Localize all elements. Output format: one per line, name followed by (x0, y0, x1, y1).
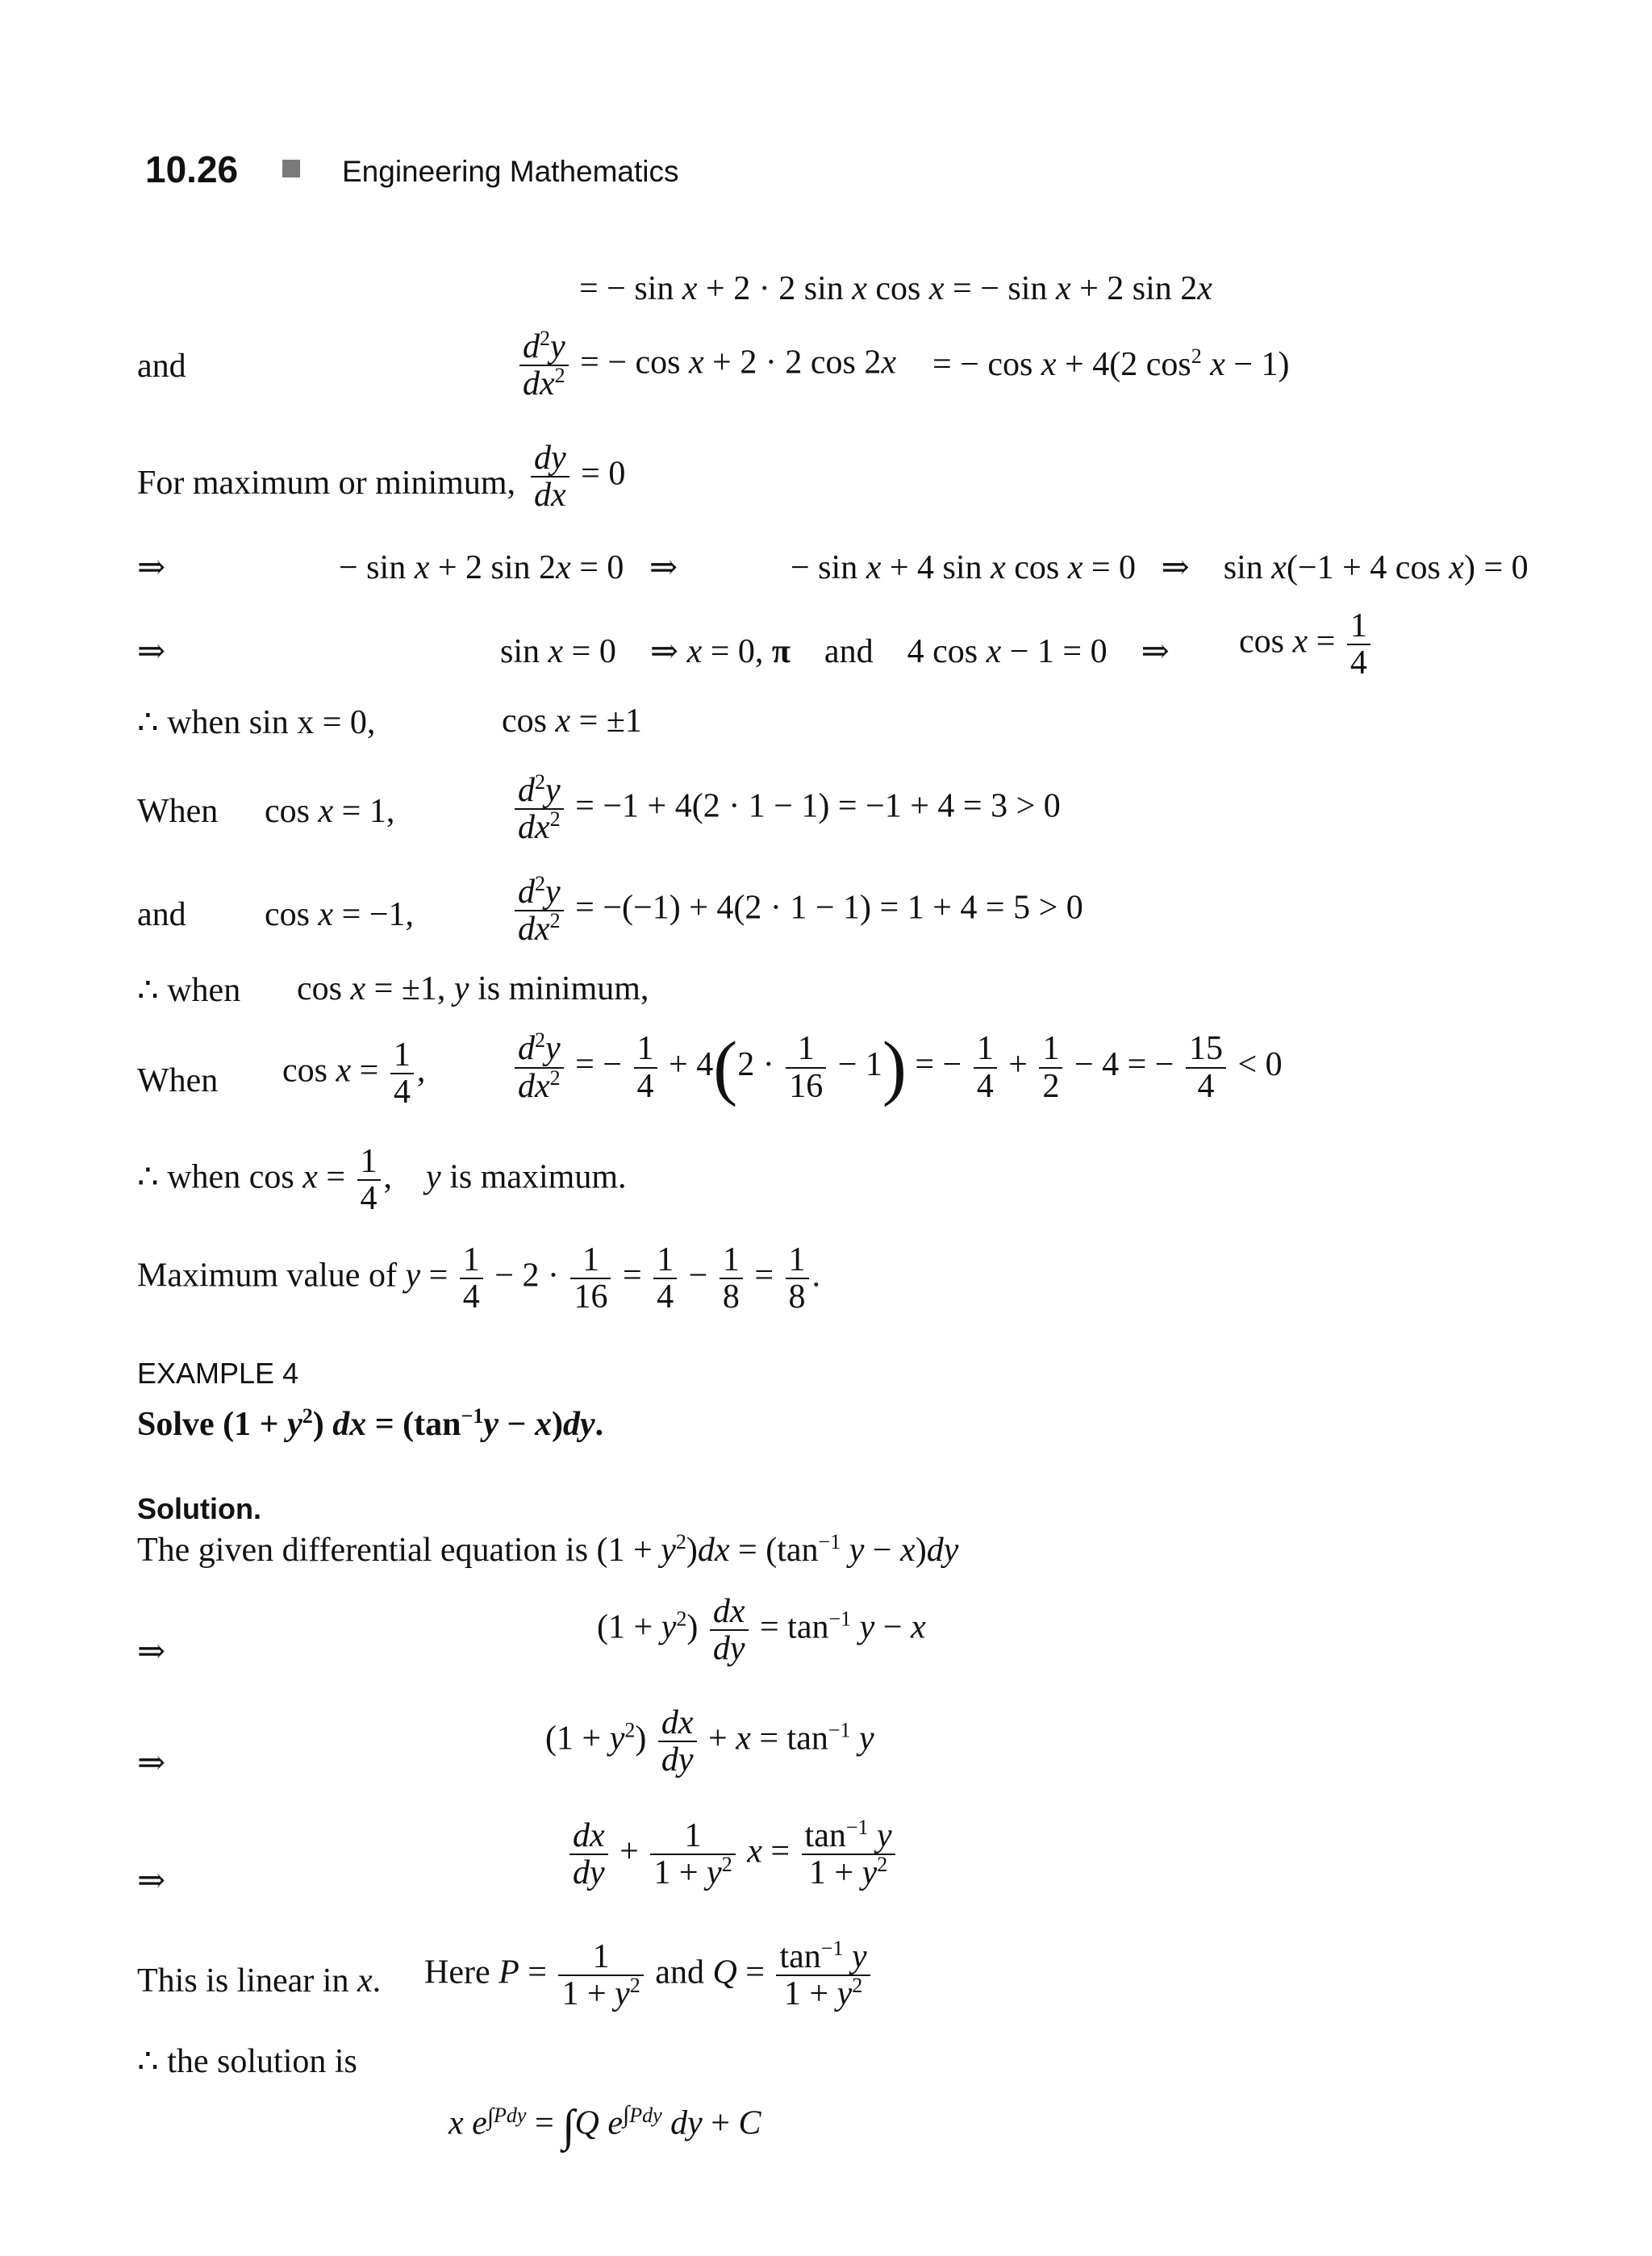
therefore-when-1: ∴ when (137, 972, 241, 1009)
second-derivative-eq: $\frac{d^2y}{dx^2}$ = − cos x + 2 · 2 cos 2x (516, 329, 896, 402)
label-and-1: and (137, 348, 186, 385)
implies-eq-2: − sin x + 4 sin x cos x = 0 ⇒ sin x(−1 + 4 cos x) = 0 (791, 549, 1529, 586)
cos-pm-1-min: cos x = ±1, y is minimum, (297, 970, 649, 1007)
cos-pm-one: cos x = ±1 (502, 703, 642, 740)
cos-quarter: cos x = $\frac{1}{4}$ (1239, 608, 1374, 681)
cos-eq-1: cos x = 1, (265, 793, 395, 830)
maximum-value-eq: Maximum value of y = $\frac{1}{4}$ − 2 · $\frac{1}{16}$ = $\frac{1}{4}$ − $\frac{1}{8}$ = $\frac{1}{8}$ . (137, 1241, 821, 1316)
when-2: When (137, 1062, 219, 1099)
equation-line-1: = − sin x + 2 · 2 sin x cos x = − sin x + 2 sin 2x (579, 270, 1212, 307)
book-title: Engineering Mathematics (342, 155, 679, 188)
implies-3: ⇒ (137, 1633, 166, 1670)
solution-intro-text: The given differential equation is (137, 1532, 589, 1569)
example-problem-prefix: Solve (137, 1406, 215, 1443)
general-solution: x $e^{\int Pdy} = \int Q$ $e^{\int Pdy}$ dy + C (448, 2100, 761, 2151)
for-max-min-label: For maximum or minimum, (137, 465, 515, 502)
linear-in-x-label: This is linear in x. (137, 1962, 382, 2000)
the-solution-is: ∴ the solution is (137, 2043, 357, 2080)
roots-eq: sin x = 0 ⇒ x = 0, π and 4 cos x − 1 = 0 ⇒ (500, 633, 1170, 670)
second-deriv-cos-1: $\frac{d^2y}{dx^2}$ = −1 + 4(2 · 1 − 1) = −1 + 4 = 3 > 0 (511, 773, 1061, 845)
ode-form-3: $\frac{dx}{dy}$ + $\frac{1}{1 + y^2}$ x = $\frac{\tan^{-1} y}{1 + y^2}$ (566, 1818, 899, 1891)
dy-dx-zero: $\frac{dy}{dx}$ = 0 (528, 440, 625, 513)
second-deriv-cos-minus-1: $\frac{d^2y}{dx^2}$ = −(−1) + 4(2 · 1 − 1) = 1 + 4 = 5 > 0 (511, 874, 1083, 947)
therefore-when-cos-quarter: ∴ when cos x = $\frac{1}{4}$ , y is maximum. (137, 1143, 627, 1218)
ode-form-2: $(1 + y^2)$ $\frac{dx}{dy}$ + $x = \tan^{-1} y$ (545, 1704, 874, 1779)
implies-2: ⇒ (137, 633, 166, 670)
cos-eq-quarter: cos x = $\frac{1}{4}$ , (282, 1036, 426, 1111)
cos-eq-minus-1: cos x = −1, (265, 896, 415, 933)
solution-label: Solution. (137, 1492, 261, 1525)
implies-5: ⇒ (137, 1862, 166, 1899)
label-and-2: and (137, 896, 186, 933)
maximum-value-label: Maximum value of (137, 1257, 397, 1295)
example-label: EXAMPLE 4 (137, 1357, 299, 1390)
p-and-q: Here P = $\frac{1}{1 + y^2}$ and Q = $\frac{\tan^{-1} y}{1 + y^2}$ (424, 1939, 874, 2012)
implies-1: ⇒ (137, 549, 166, 586)
implies-4: ⇒ (137, 1745, 166, 1782)
example-problem: Solve $(1 + y^2)$ dx = $(\tan^{-1}y - x)dy$. (137, 1404, 604, 1443)
y-is-minimum: is minimum, (478, 970, 649, 1007)
when-1: When (137, 793, 219, 830)
second-derivative-eq-b: = − cos x + 4(2 $\cos^2 x - 1$) (932, 344, 1290, 383)
second-deriv-cos-quarter: $\frac{d^2y}{dx^2}$ = − $\frac{1}{4}$ + 4(2 · $\frac{1}{16}$ − 1) = − $\frac{1}{4}$ + $\frac{1}{2}$ − 4 = − $\frac{15}{4}$ < 0 (511, 1026, 1283, 1109)
page-number: 10.26 (145, 148, 239, 190)
header-separator-square (282, 160, 300, 181)
ode-form-1: $(1 + y^2)$ $\frac{dx}{dy}$ = $\tan^{-1} y - x$ (597, 1593, 926, 1668)
implies-eq-1: − sin x + 2 sin 2x = 0 ⇒ (339, 549, 678, 586)
therefore-when-sin-zero: ∴ when sin x = 0, (137, 704, 376, 741)
solution-intro: The given differential equation is $(1 + y^2)dx = (\tan^{-1}$ y − x)dy (137, 1530, 959, 1569)
